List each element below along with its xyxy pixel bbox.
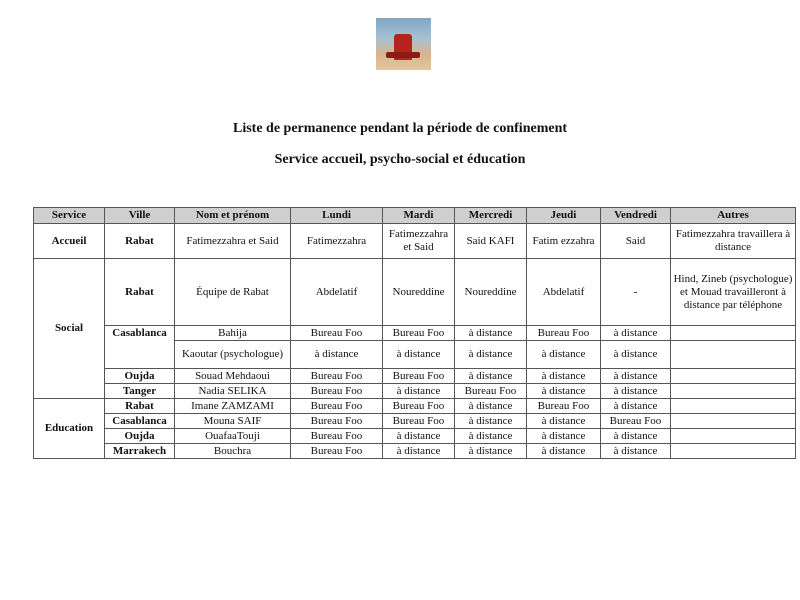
day-cell: Bureau Foo [291,369,383,384]
name-cell: Kaoutar (psychologue) [175,341,291,369]
schedule-table [33,207,796,459]
logo [376,18,431,70]
day-cell: Bureau Foo [383,369,455,384]
day-cell: Noureddine [455,259,527,326]
other-cell: Hind, Zineb (psychologue) et Mouad travailleront à distance par téléphone [671,259,796,326]
day-cell: Fatimezzahra et Said [383,224,455,259]
day-cell: à distance [527,444,601,459]
day-cell: Bureau Foo [455,384,527,399]
col-header-vendredi: Vendredi [601,208,671,224]
other-cell [671,369,796,384]
day-cell: Bureau Foo [291,326,383,341]
city-cell: Tanger [105,384,175,399]
name-cell: Bouchra [175,444,291,459]
table-row [34,384,796,399]
day-cell: Bureau Foo [383,414,455,429]
table-row [34,369,796,384]
city-cell: Oujda [105,369,175,384]
day-cell: Bureau Foo [291,384,383,399]
day-cell: à distance [455,326,527,341]
city-cell: Rabat [105,224,175,259]
other-cell [671,429,796,444]
service-cell: Education [34,399,105,459]
day-cell: à distance [455,399,527,414]
day-cell: Bureau Foo [601,414,671,429]
day-cell: Bureau Foo [527,326,601,341]
city-cell: Rabat [105,399,175,414]
day-cell: Abdelatif [291,259,383,326]
day-cell: à distance [527,384,601,399]
table-row [34,224,796,259]
day-cell: à distance [383,384,455,399]
day-cell: Bureau Foo [291,429,383,444]
name-cell: Souad Mehdaoui [175,369,291,384]
table-row [34,399,796,414]
col-header-ville: Ville [105,208,175,224]
table-row [34,429,796,444]
day-cell: à distance [601,341,671,369]
other-cell [671,326,796,341]
name-cell: Équipe de Rabat [175,259,291,326]
col-header-jeudi: Jeudi [527,208,601,224]
name-cell: Bahija [175,326,291,341]
service-cell: Social [34,259,105,399]
col-header-autres: Autres [671,208,796,224]
day-cell: Bureau Foo [383,399,455,414]
day-cell: à distance [601,429,671,444]
name-cell: Nadia SELIKA [175,384,291,399]
day-cell: Said KAFI [455,224,527,259]
other-cell: Fatimezzahra travaillera à distance [671,224,796,259]
day-cell: à distance [383,429,455,444]
table-row [34,444,796,459]
day-cell: à distance [383,341,455,369]
other-cell [671,384,796,399]
day-cell: Fatim ezzahra [527,224,601,259]
day-cell: à distance [455,369,527,384]
day-cell: Said [601,224,671,259]
day-cell: Bureau Foo [291,414,383,429]
col-header-nom: Nom et prénom [175,208,291,224]
name-cell: Imane ZAMZAMI [175,399,291,414]
day-cell: à distance [383,444,455,459]
day-cell: à distance [455,429,527,444]
table-row [34,414,796,429]
city-cell: Oujda [105,429,175,444]
day-cell: à distance [601,369,671,384]
name-cell: Mouna SAIF [175,414,291,429]
page-subtitle: Service accueil, psycho-social et éducation [274,152,526,167]
day-cell: à distance [601,326,671,341]
other-cell [671,341,796,369]
table-row [34,326,796,341]
other-cell [671,444,796,459]
col-header-mercredi: Mercredi [455,208,527,224]
col-header-mardi: Mardi [383,208,455,224]
day-cell: à distance [455,341,527,369]
day-cell: à distance [601,399,671,414]
day-cell: Noureddine [383,259,455,326]
day-cell: à distance [601,444,671,459]
col-header-lundi: Lundi [291,208,383,224]
page-title: Liste de permanence pendant la période de confinement [232,121,568,136]
day-cell: à distance [291,341,383,369]
day-cell: à distance [527,341,601,369]
city-cell: Marrakech [105,444,175,459]
other-cell [671,414,796,429]
city-cell: Rabat [105,259,175,326]
day-cell: Bureau Foo [291,399,383,414]
day-cell: à distance [455,444,527,459]
day-cell: à distance [527,414,601,429]
day-cell: Bureau Foo [527,399,601,414]
day-cell: Bureau Foo [291,444,383,459]
col-header-service: Service [34,208,105,224]
table-row [34,259,796,326]
city-cell: Casablanca [105,414,175,429]
day-cell: Abdelatif [527,259,601,326]
day-cell: Fatimezzahra [291,224,383,259]
day-cell: Bureau Foo [383,326,455,341]
day-cell: - [601,259,671,326]
day-cell: à distance [455,414,527,429]
logo-base [386,52,420,58]
table-header-row [34,208,796,224]
name-cell: Fatimezzahra et Said [175,224,291,259]
service-cell: Accueil [34,224,105,259]
day-cell: à distance [527,369,601,384]
name-cell: OuafaaTouji [175,429,291,444]
day-cell: à distance [527,429,601,444]
day-cell: à distance [601,384,671,399]
other-cell [671,399,796,414]
city-cell: Casablanca [105,326,175,369]
